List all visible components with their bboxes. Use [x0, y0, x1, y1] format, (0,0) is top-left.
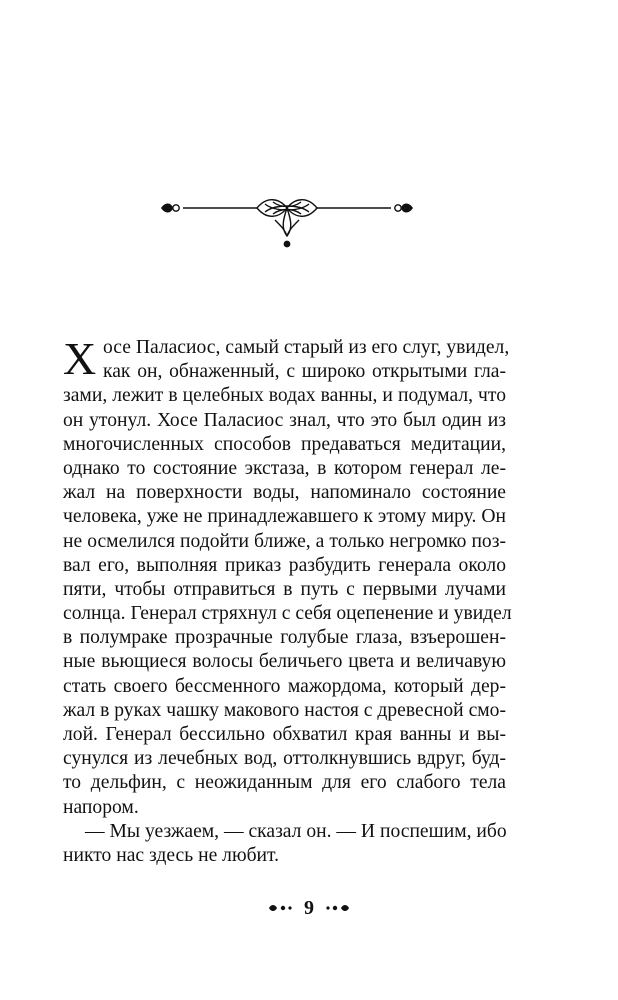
text-line: многочисленных способов предаваться медитации,: [63, 433, 506, 455]
drop-cap: Х: [63, 333, 97, 384]
text-line: жал на поверхности воды, напоминало состояние: [63, 482, 506, 504]
text-line: никто нас здесь не любит.: [63, 844, 280, 866]
text-line: сунулся из лечебных вод, оттолкнувшись вдруг, буд-: [63, 748, 506, 770]
text-line: вал его, выполняя приказ разбудить генерала около: [63, 554, 506, 576]
text-line: он утонул. Хосе Паласиос знал, что это был один из: [63, 409, 506, 431]
flourish-divider-icon: [157, 190, 417, 260]
text-line: однако то состояние экстаза, в котором генерал ле-: [63, 457, 506, 479]
text-line: напором.: [63, 796, 139, 818]
folio-left-ornament-icon: [267, 902, 293, 914]
text-line: человека, уже не принадлежавшего к этому миру. Он: [63, 506, 506, 528]
body-text: [63, 333, 512, 868]
text-line: то дельфин, с неожиданным для его слабого тела: [63, 772, 506, 794]
text-line: лой. Генерал бессильно обхватил края ванны и вы-: [63, 724, 506, 745]
text-line: жал в руках чашку макового настоя с древесной смо-: [63, 699, 506, 721]
text-line: осе Паласиос, самый старый из его слуг, увидел,: [103, 337, 510, 358]
page-number: 9: [304, 896, 314, 919]
text-line: как он, обнаженный, с широко открытыми гла-: [103, 361, 506, 383]
text-line: зами, лежит в целебных водах ванны, и подумал, что: [63, 385, 506, 407]
folio-right-ornament-icon: [325, 902, 351, 914]
text-line: не осмелился подойти ближе, а только негромко поз-: [63, 530, 506, 552]
text-line: пяти, чтобы отправиться в путь с первыми лучами: [63, 578, 506, 600]
text-line: в полумраке прозрачные голубые глаза, взъерошен-: [63, 627, 506, 649]
page-folio: [0, 896, 618, 920]
text-line: солнца. Генерал стряхнул с себя оцепенение и увидел: [63, 603, 512, 625]
text-line: стать своего бессменного мажордома, который дер-: [63, 675, 506, 697]
text-line: — Мы уезжаем, — сказал он. — И поспешим, ибо: [85, 820, 507, 842]
text-line: ные вьющиеся волосы беличьего цвета и величавую: [63, 651, 506, 673]
